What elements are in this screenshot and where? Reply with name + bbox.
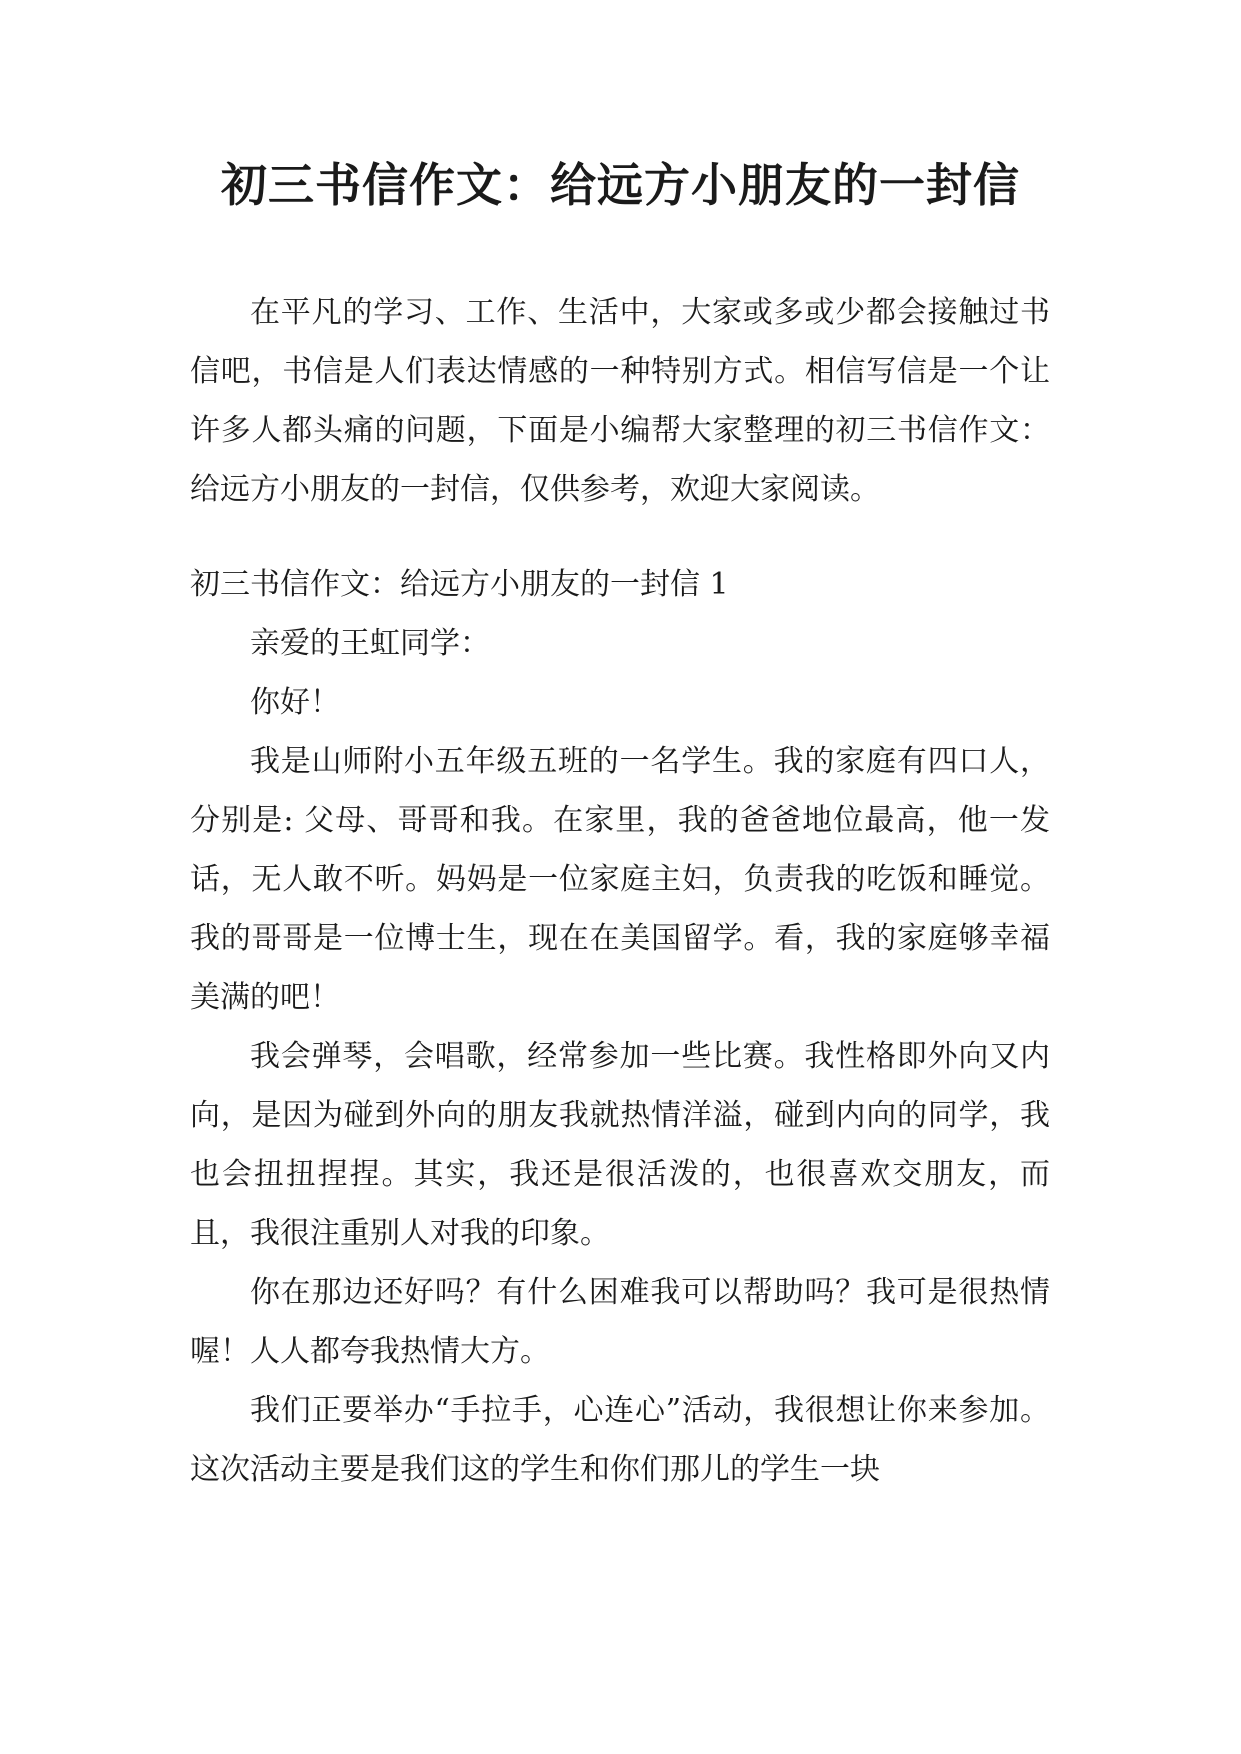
intro-paragraph: 在平凡的学习、工作、生活中，大家或多或少都会接触过书信吧，书信是人们表达情感的一种特别方式。相信写信是一个让许多人都头痛的问题，下面是小编帮大家整理的初三书信作文：给远方小朋友的一封信，仅供参考，欢迎大家阅读。 (190, 295, 1050, 507)
letter-paragraph-3: 你在那边还好吗？有什么困难我可以帮助吗？我可是很热情喔！人人都夸我热情大方。 (190, 1275, 1050, 1369)
letter-paragraph-2: 我会弹琴，会唱歌，经常参加一些比赛。我性格即外向又内向，是因为碰到外向的朋友我就热情洋溢，碰到内向的同学，我也会扭扭捏捏。其实，我还是很活泼的，也很喜欢交朋友，而且，我很注重别人对我的印象。 (190, 1039, 1050, 1251)
section-heading: 初三书信作文：给远方小朋友的一封信 1 (190, 567, 729, 602)
letter-greeting: 你好！ (250, 685, 340, 720)
letter-salutation: 亲爱的王虹同学： (250, 626, 490, 661)
letter-paragraph-4: 我们正要举办“手拉手，心连心”活动，我很想让你来参加。这次活动主要是我们这的学生和你们那儿的学生一块 (190, 1393, 1050, 1487)
document-body (190, 283, 1050, 1499)
letter-paragraph-1: 我是山师附小五年级五班的一名学生。我的家庭有四口人，分别是: 父母、哥哥和我。在家里，我的爸爸地位最高，他一发话，无人敢不听。妈妈是一位家庭主妇，负责我的吃饭和睡觉。我的哥哥是一位博士生，现在在美国留学。看，我的家庭够幸福美满的吧！ (190, 744, 1050, 1015)
document-title: 初三书信作文：给远方小朋友的一封信 (221, 158, 1020, 212)
